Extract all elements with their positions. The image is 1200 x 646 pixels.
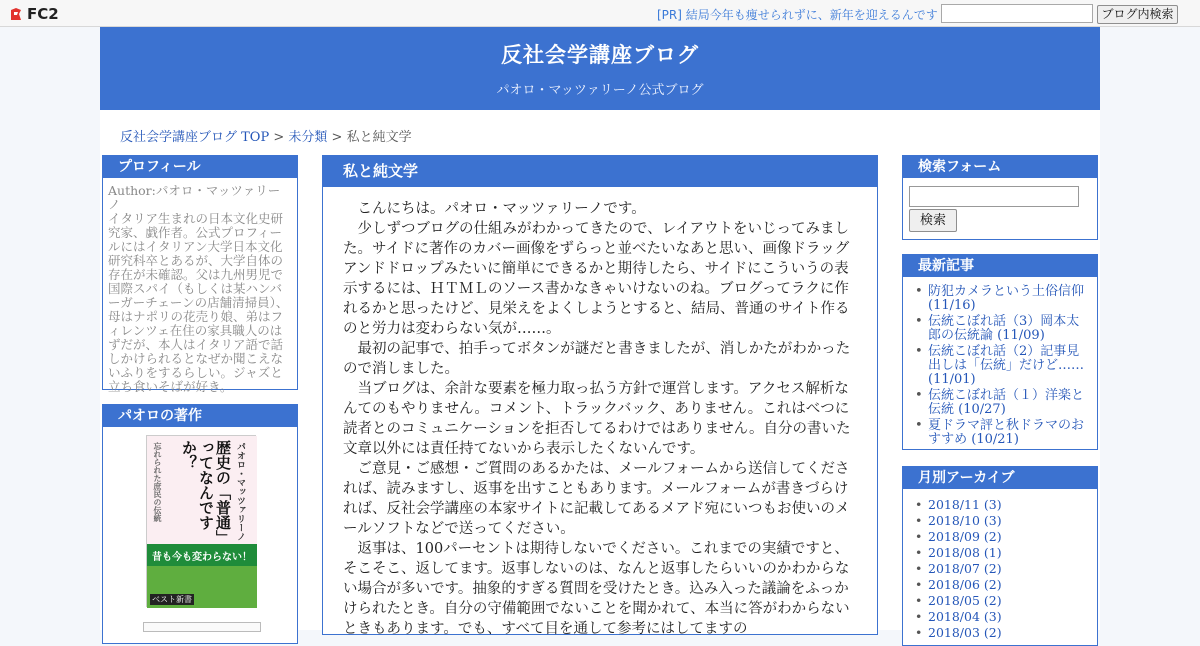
recent-post-date: (11/09) [997,328,1045,343]
article-paragraph: こんにちは。パオロ・マッツァリーノです。 [357,201,646,217]
breadcrumb-home-link[interactable]: 反社会学講座ブログ TOP [120,130,270,145]
book-subtitle: 忘れられた庶民の伝統 [153,442,163,522]
books-box [102,404,298,644]
recent-post-item[interactable] [913,285,1091,313]
archive-item[interactable]: • 2018/07 (2) [913,561,1091,577]
search-form-box [902,155,1098,240]
fc2-logo[interactable] [8,4,59,24]
recent-posts-heading: 最新記事 [903,255,1097,277]
archive-item[interactable]: • 2018/04 (3) [913,609,1091,625]
recent-post-item[interactable] [913,419,1091,447]
fc2-toolbar [0,0,1200,27]
profile-text [103,178,297,400]
blog-header [100,27,1100,110]
archive-item[interactable]: • 2018/06 (2) [913,577,1091,593]
article-paragraph: 最初の記事で、拍手ってボタンが謎だと書きましたが、消しかたがわかったので消しました。 [343,341,851,377]
archive-item[interactable]: • 2018/10 (3) [913,513,1091,529]
recent-post-item[interactable] [913,389,1091,417]
recent-post-item[interactable] [913,315,1091,343]
archive-list [903,489,1097,641]
archive-item[interactable]: • 2018/05 (2) [913,593,1091,609]
pr-ad-link[interactable]: [PR] 結局今年も痩せられずに、新年を迎えるんです [657,8,938,22]
books-heading: パオロの著作 [103,405,297,427]
recent-posts-list [903,277,1097,447]
profile-box [102,155,298,394]
book-series: ベスト新書 [152,595,192,604]
recent-posts-box [902,254,1098,450]
book-title: 歴史の「普通」ってなんですか？ [180,440,232,538]
recent-post-link[interactable]: 伝統こぼれ話（3）岡本太郎の伝統論 [928,314,1080,343]
recent-post-date: (11/01) [928,372,976,387]
recent-post-item[interactable] [913,345,1091,387]
profile-heading: プロフィール [103,156,297,178]
recent-post-link[interactable]: 伝統こぼれ話（１）洋楽と伝統 [928,388,1085,417]
book-author: パオロ・マッツァリーノ [235,442,245,541]
archive-box [902,466,1098,646]
recent-post-link[interactable]: 夏ドラマ評と秋ドラマのおすすめ [928,418,1085,447]
archive-item[interactable]: • 2018/08 (1) [913,545,1091,561]
recent-post-link[interactable]: 伝統こぼれ話（2）記事見出しは「伝統」だけど…… [928,344,1085,373]
recent-post-date: (10/27) [958,402,1006,417]
breadcrumb-separator: > [327,130,347,145]
archive-item[interactable]: • 2018/11 (3) [913,497,1091,513]
fc2-logo-icon [8,6,24,22]
recent-post-link[interactable]: 防犯カメラという土俗信仰 [928,284,1085,299]
recent-post-date: (11/16) [928,298,976,313]
blog-description: パオロ・マッツァリーノ公式ブログ [496,83,704,98]
article-paragraph: 返事は、100パーセントは期待しないでください。これまでの実績ですと、そこそこ、返してます。返事しないのは、なんと返事したらいいのかわからない場合が多いです。抽象的すぎる質問を受けたとき。込み入った議論をふっかけられたとき。自分の守備範囲でないことを聞かれて、本当に答がわからないときもあります。でも、すべて目を通して参考にはしてますの [343,541,850,637]
profile-author: Author:パオロ・マッツァリーノ イタリア生まれの日本文化史研究家、戯作者。公式プロフィールにはイタリアン大学日本文化研究科卒とあるが、大学自体の存在が未確認。父は九州男児で国際スパイ（もしくは某ハンバーガーチェーンの店舗清掃員）、母はナポリの花売り娘、弟はフィレンツェ在住の家具職人のはずだが、本人はイタリア語で話しかけられるとなぜか聞こえないふりをするらしい。ジャズと立ち食いそばが好き。 [108,183,289,394]
fc2-logo-text: FC2 [27,5,59,23]
article-paragraph: 当ブログは、余計な要素を極力取っ払う方針で運営します。アクセス解析なんてのもやりません。コメント、トラックバック、ありません。これはべつに読者とのコミュニケーションを拒否してるわけではありません。自分の書いた文章以外には責任持てないから表示したくないんです。 [343,381,851,457]
breadcrumb-category-link[interactable]: 未分類 [288,130,328,145]
article-paragraph: ご意見・ご感想・ご質問のあるかたは、メールフォームから送信してくだされば、読みますし、返事を出すこともあります。メールフォームが書きづらければ、反社会学講座の本家サイトに記載してあるメアド宛にいつもお使いのメールソフトなどで送ってください。 [343,461,850,537]
blog-search-button[interactable]: ブログ内検索 [1097,5,1178,24]
breadcrumb [120,126,412,145]
archive-item[interactable]: • 2018/03 (2) [913,625,1091,641]
book-cover[interactable] [146,435,256,607]
article [322,155,878,635]
book-cover-2[interactable] [143,622,261,632]
archive-heading: 月別アーカイブ [903,467,1097,489]
search-button[interactable]: 検索 [909,209,957,232]
search-input[interactable] [909,186,1079,207]
book-band-text: 昔も今も変わらない！ [152,552,252,563]
archive-item[interactable]: • 2018/09 (2) [913,529,1091,545]
blog-search-input[interactable] [941,4,1093,23]
breadcrumb-current: 私と純文学 [346,130,412,145]
blog-title[interactable]: 反社会学講座ブログ [501,42,699,67]
article-body [343,199,859,639]
article-title[interactable]: 私と純文学 [323,156,877,187]
breadcrumb-separator: > [269,130,289,145]
search-form-heading: 検索フォーム [903,156,1097,178]
recent-post-date: (10/21) [971,432,1019,447]
article-paragraph: 少しずつブログの仕組みがわかってきたので、レイアウトをいじってみました。サイドに著作のカバー画像をずらっと並べたいなあと思い、画像ドラッグアンドドロップみたいに簡単にできるかと期待したら、サイドにこういうの表示するには、ＨＴＭＬのソース書かなきゃいけないのね。ブログってラクに作れるかと思ったけど、見栄えをよくしようとすると、結局、普通のサイト作るのと労力は変わらない気が……。 [343,221,850,337]
